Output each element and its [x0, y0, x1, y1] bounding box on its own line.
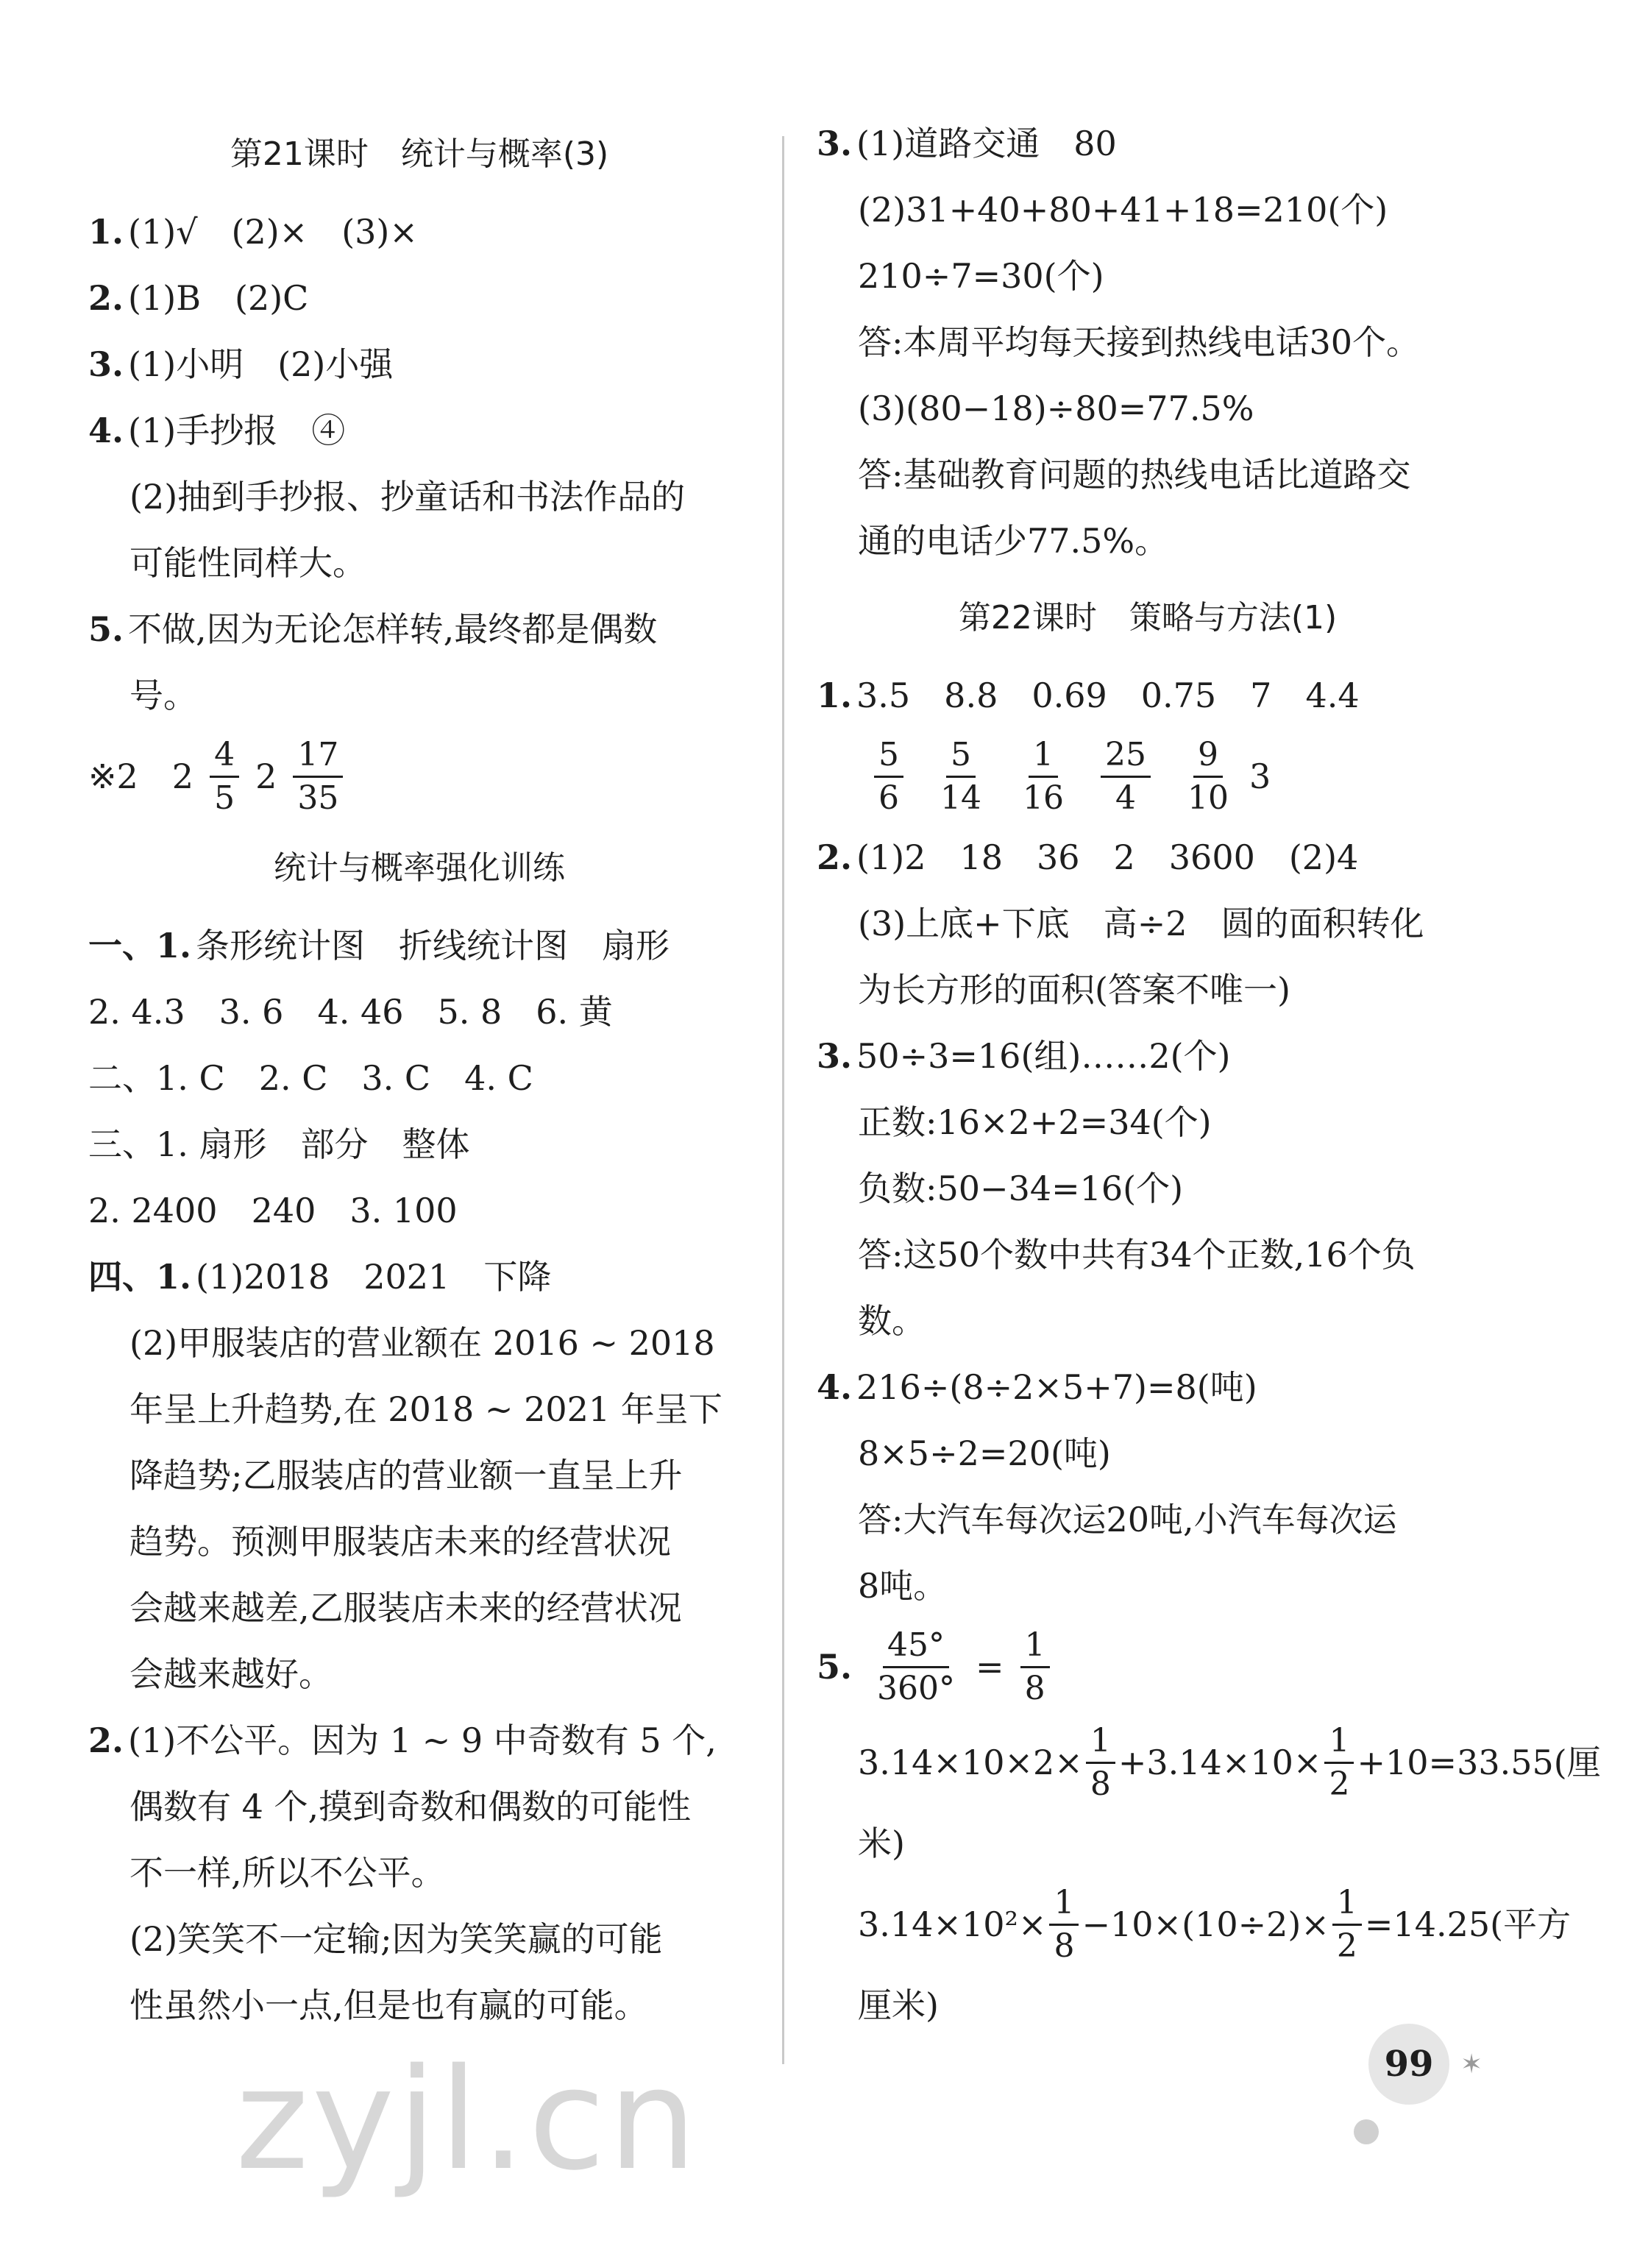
answer-line: 8吨。 — [858, 1566, 948, 1606]
section-title: 统计与概率强化训练 — [274, 849, 565, 887]
fraction-row: $\frac{5}{6}$ $\frac{5}{14}$ $\frac{1}{16}$ $\frac{25}{4}$ $\frac{9}{10}$ 3 — [817, 729, 1479, 824]
answer-line: 3. (1)道路交通 80 — [817, 124, 1117, 163]
answer-line: 3. 50÷3=16(组)……2(个) — [817, 1036, 1231, 1076]
fraction: $\frac{1}{2}$ — [1324, 1721, 1354, 1805]
answer-line: 5. $\frac{45^\circ}{360^\circ}$ = $\frac{1}{8}$ — [817, 1619, 1479, 1715]
answer-line: 4. 216÷(8÷2×5+7)=8(吨) — [817, 1367, 1257, 1407]
answer-line: 3.14×10²× $\frac{1}{8}$ −10×(10÷2)× $\frac{1}{2}$ =14.25(平方 — [817, 1877, 1479, 1972]
answer-line: 不一样,所以不公平。 — [129, 1853, 445, 1893]
answer-line: 1. 3.5 8.8 0.69 0.75 7 4.4 — [817, 676, 1360, 715]
fraction: $\frac{1}{8}$ — [1020, 1625, 1050, 1709]
page-number: 99 — [1368, 2024, 1449, 2105]
answer-line: 年呈上升趋势,在 2018 ~ 2021 年呈下 — [129, 1389, 722, 1429]
answer-line: 答:大汽车每次运20吨,小汽车每次运 — [858, 1500, 1397, 1539]
section-title: 第21课时 统计与概率(3) — [230, 135, 609, 173]
answer-line: 2. 2400 240 3. 100 — [88, 1191, 458, 1230]
answer-line: (3)上底+下底 高÷2 圆的面积转化 — [858, 904, 1424, 943]
fraction: $\frac{1}{8}$ — [1049, 1882, 1079, 1967]
answer-line: 8×5÷2=20(吨) — [858, 1434, 1111, 1473]
answer-line: 答:本周平均每天接到热线电话30个。 — [858, 322, 1421, 362]
fraction: $\frac{1}{2}$ — [1332, 1882, 1362, 1967]
right-column — [817, 110, 1601, 2038]
answer-line: 负数:50−34=16(个) — [858, 1169, 1184, 1208]
answer-line: 4. (1)手抄报 ④ — [88, 411, 346, 450]
answer-line: (2)31+40+80+41+18=210(个) — [858, 190, 1388, 230]
fraction: $\frac{9}{10}$ — [1187, 735, 1229, 817]
decorative-dot-icon — [1354, 2119, 1379, 2144]
answer-line: 210÷7=30(个) — [858, 256, 1104, 296]
answer-line: (3)(80−18)÷80=77.5% — [858, 389, 1254, 428]
answer-line: (2)抽到手抄报、抄童话和书法作品的 — [129, 477, 686, 517]
answer-line: 偶数有 4 个,摸到奇数和偶数的可能性 — [129, 1787, 692, 1826]
column-divider — [782, 136, 784, 2064]
fraction: $\frac{1}{8}$ — [1086, 1721, 1115, 1805]
answer-line: 通的电话少77.5%。 — [858, 521, 1169, 561]
fraction: $\frac{1}{16}$ — [1023, 735, 1064, 817]
answer-line: 二、1. C 2. C 3. C 4. C — [88, 1058, 533, 1098]
fraction: $\frac{25}{4}$ — [1101, 734, 1151, 819]
fraction: $\frac{17}{35}$ — [293, 734, 343, 819]
answer-line: 为长方形的面积(答案不唯一) — [858, 970, 1290, 1010]
star-icon: ✶ — [1460, 2049, 1483, 2080]
answer-line: 3.14×10×2× $\frac{1}{8}$ +3.14×10× $\frac{1}{2}$ +10=33.55(厘 — [817, 1715, 1479, 1810]
fraction: $\frac{5}{6}$ — [874, 734, 903, 819]
answer-line: 2. (1)2 18 36 2 3600 (2)4 — [817, 837, 1359, 877]
answer-line: 一、1. 条形统计图 折线统计图 扇形 — [88, 926, 670, 965]
answer-line: 降趋势;乙服装店的营业额一直呈上升 — [129, 1456, 683, 1495]
fraction: $\frac{5}{14}$ — [940, 735, 981, 817]
answer-line: 2. (1)不公平。因为 1 ~ 9 中奇数有 5 个, — [88, 1721, 717, 1760]
answer-line: 2. (1)B (2)C — [88, 278, 309, 318]
answer-line: 5. 不做,因为无论怎样转,最终都是偶数 — [88, 609, 658, 649]
answer-line: 答:基础教育问题的热线电话比道路交 — [858, 455, 1411, 495]
answer-line: 3. (1)小明 (2)小强 — [88, 344, 394, 384]
answer-line: 可能性同样大。 — [129, 543, 366, 583]
answer-line: 会越来越好。 — [129, 1654, 333, 1694]
fraction: $\frac{4}{5}$ — [210, 734, 239, 819]
answer-line: 2. 4.3 3. 6 4. 46 5. 8 6. 黄 — [88, 992, 613, 1032]
extra-answer-line: ※2 2 $\frac{4}{5}$ 2 $\frac{17}{35}$ — [88, 729, 750, 824]
answer-line: 数。 — [858, 1301, 926, 1341]
answer-line: 厘米) — [858, 1985, 939, 2025]
answer-line: 1. (1)√ (2)× (3)× — [88, 212, 418, 252]
answer-line: 答:这50个数中共有34个正数,16个负 — [858, 1235, 1416, 1275]
answer-line: 号。 — [129, 676, 197, 715]
answer-line: (2)笑笑不一定输;因为笑笑赢的可能 — [129, 1919, 663, 1959]
answer-line: (2)甲服装店的营业额在 2016 ~ 2018 — [129, 1323, 715, 1363]
answer-line: 正数:16×2+2=34(个) — [858, 1102, 1212, 1142]
watermark: zyjl.cn — [235, 2038, 700, 2201]
section-title: 第22课时 策略与方法(1) — [958, 599, 1338, 637]
answer-line: 四、1. (1)2018 2021 下降 — [88, 1257, 552, 1297]
answer-line: 三、1. 扇形 部分 整体 — [88, 1124, 470, 1164]
answer-line: 趋势。预测甲服装店未来的经营状况 — [129, 1522, 671, 1562]
answer-line: 米) — [858, 1824, 905, 1863]
fraction: $\frac{45^\circ}{360^\circ}$ — [877, 1626, 956, 1707]
answer-line: 性虽然小一点,但是也有赢的可能。 — [129, 1985, 648, 2025]
left-column — [88, 110, 750, 2038]
answer-line: 会越来越差,乙服装店未来的经营状况 — [129, 1588, 682, 1628]
